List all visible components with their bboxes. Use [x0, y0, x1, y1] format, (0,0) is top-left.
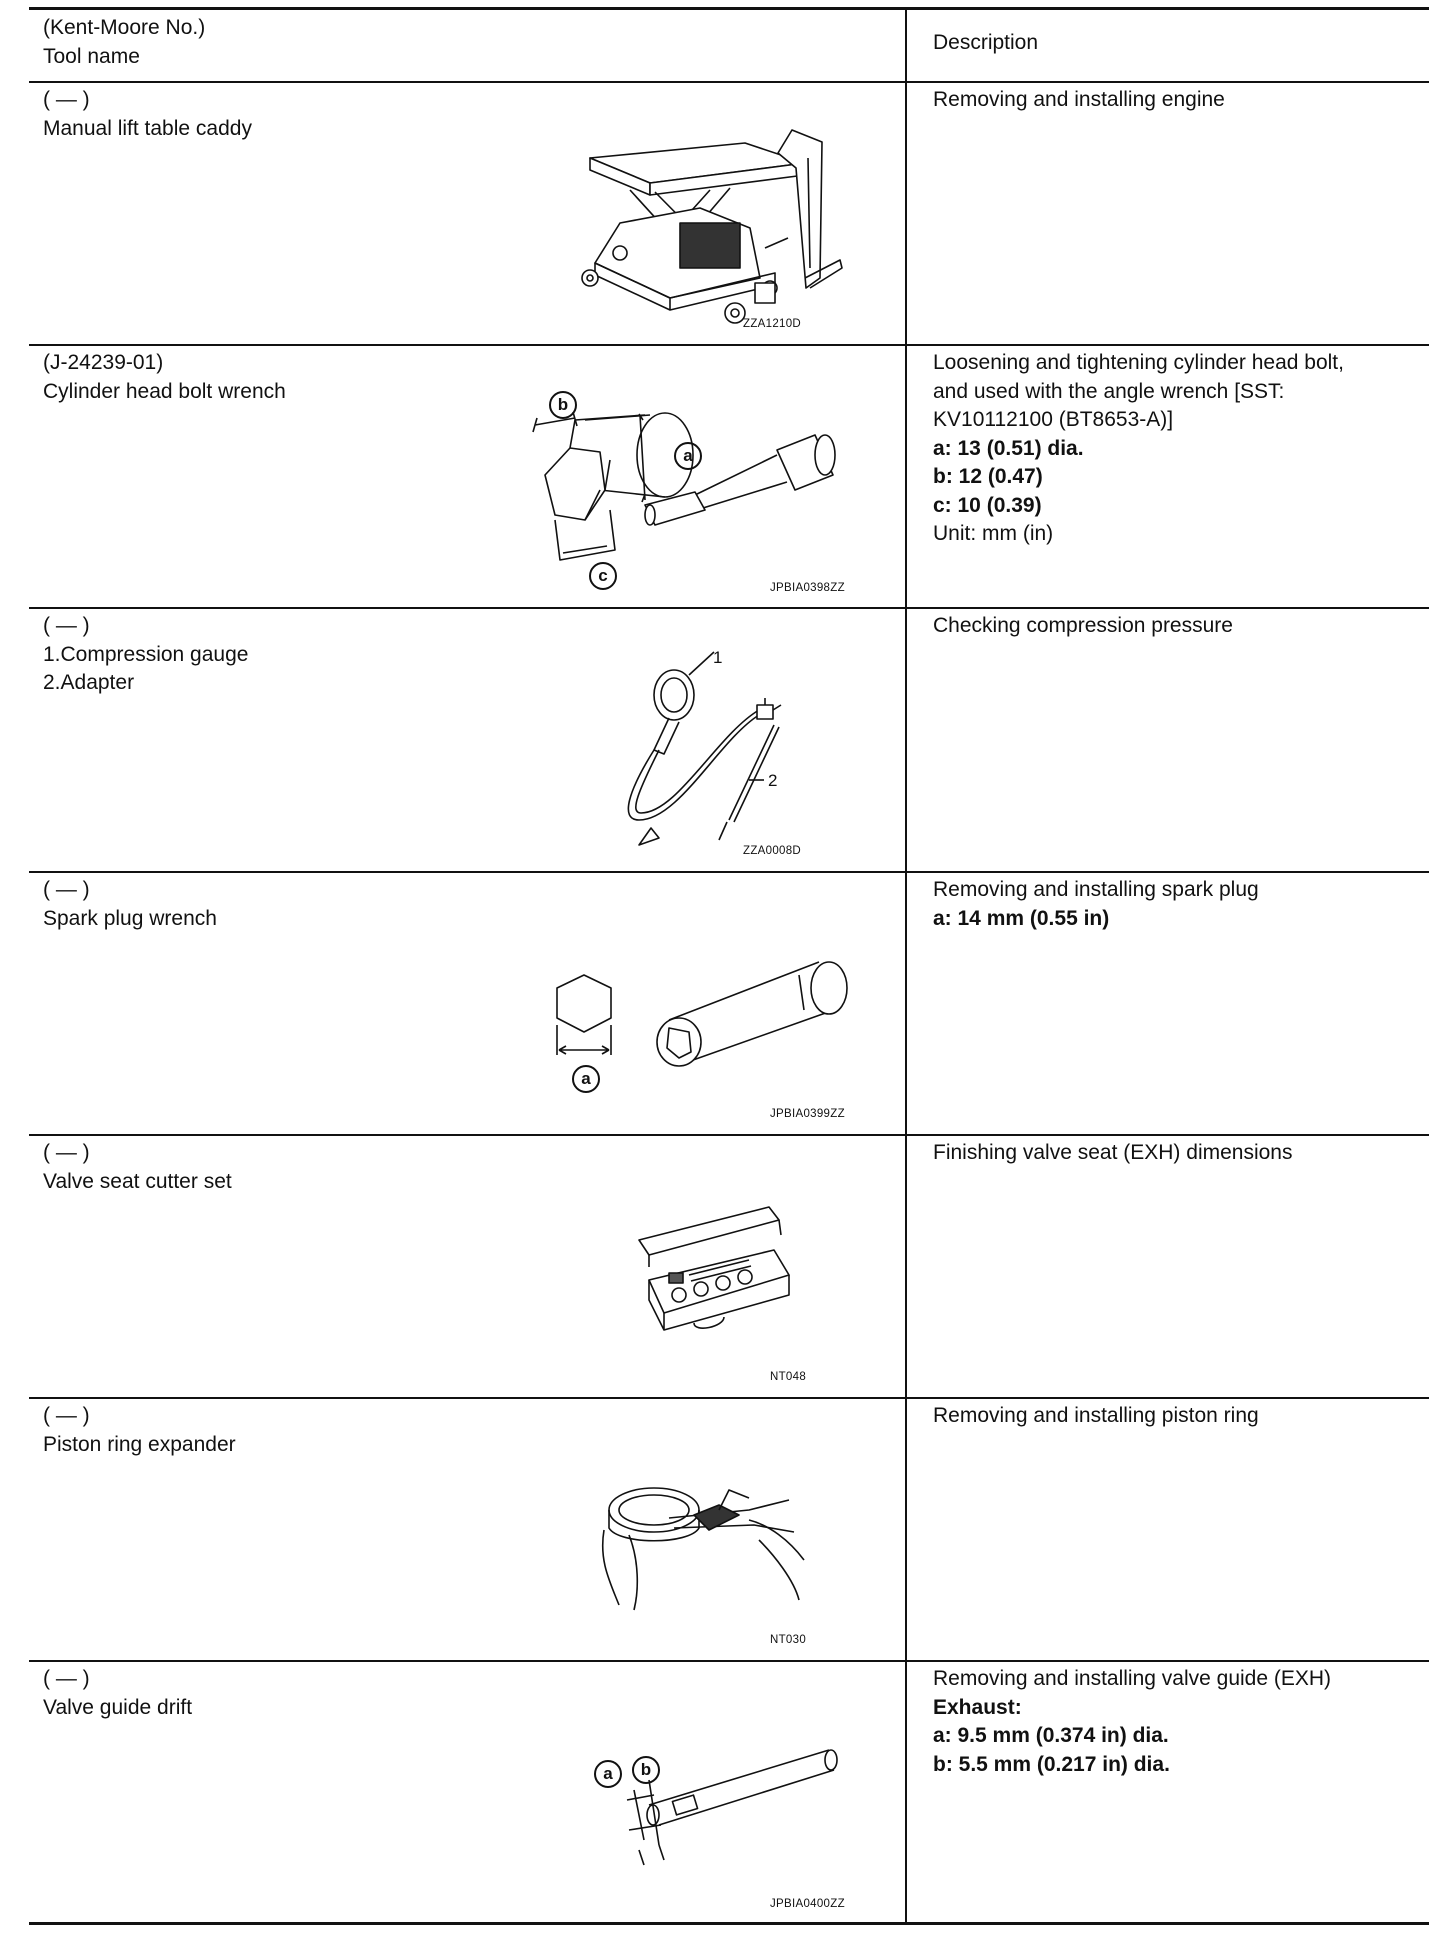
tool-table [29, 0, 1429, 1934]
lift-table-caddy-illustration [560, 128, 850, 338]
unit-note: Unit: mm (in) [933, 522, 1054, 545]
tool-name: Valve seat cutter set [43, 1169, 232, 1193]
tool-name: Piston ring expander [43, 1432, 236, 1456]
figure-code: NT048 [770, 1371, 807, 1383]
row-6-description: Removing and installing piston ring [933, 1404, 1259, 1427]
spec-line: b: 12 (0.47) [933, 465, 1043, 488]
tool-number: ( — ) [43, 878, 90, 901]
callout-1: 1 [713, 648, 723, 667]
row-6-tool [43, 1402, 883, 1459]
row-5-tool [43, 1139, 883, 1196]
row-4-description: Removing and installing spark plug a: 14 mm (0.55 in) [933, 876, 1423, 933]
valve-seat-cutter-set-illustration [629, 1205, 799, 1350]
tool-number: ( — ) [43, 614, 90, 637]
callout-2: 2 [768, 771, 778, 790]
figure-code: ZZA1210D [743, 318, 802, 330]
tool-name: Manual lift table caddy [43, 116, 252, 140]
callout-a: a [594, 1760, 622, 1788]
row-divider [29, 1660, 1429, 1662]
row-7-description: Removing and installing valve guide (EXH) Exhaust: a: 9.5 mm (0.374 in) dia. b: 5.5 mm (0.217 in) dia. [933, 1665, 1423, 1779]
spec-line: a: 14 mm (0.55 in) [933, 906, 1110, 930]
column-divider [905, 8, 907, 1923]
figure-code: JPBIA0400ZZ [770, 1898, 845, 1910]
figure-code: ZZA0008D [743, 845, 802, 857]
table-bottom-rule [29, 1922, 1429, 1925]
row-2-description: Loosening and tightening cylinder head bolt, and used with the angle wrench [SST: KV10112100 (BT8653-A)] a: 13 (0.51) dia. b: 12 (0.47) c: 10 (0.39) Unit: mm (in) [933, 349, 1423, 549]
spec-line: c: 10 (0.39) [933, 493, 1042, 517]
tool-number: ( — ) [43, 1404, 90, 1427]
tool-number: ( — ) [43, 88, 90, 111]
figure-code: JPBIA0399ZZ [770, 1108, 845, 1120]
row-divider [29, 871, 1429, 873]
spec-line: Exhaust: [933, 1695, 1022, 1719]
row-divider [29, 344, 1429, 346]
header-kent-moore: (Kent-Moore No.) [43, 16, 206, 39]
tool-number: ( — ) [43, 1141, 90, 1164]
header-rule [29, 81, 1429, 83]
tool-name: Spark plug wrench [43, 906, 217, 930]
tool-number: (J-24239-01) [43, 351, 164, 374]
tool-name: 1.Compression gauge [43, 642, 249, 666]
callout-c: c [589, 562, 617, 590]
tool-name: 2.Adapter [43, 671, 135, 694]
row-7-tool [43, 1665, 883, 1722]
figure-code: NT030 [770, 1634, 807, 1646]
tool-name: Valve guide drift [43, 1695, 193, 1719]
figure-code: JPBIA0398ZZ [770, 582, 845, 594]
spec-line: a: 9.5 mm (0.374 in) dia. [933, 1724, 1169, 1747]
callout-b: b [632, 1756, 660, 1784]
callout-b: b [549, 391, 577, 419]
piston-ring-expander-illustration [599, 1470, 809, 1620]
table-top-rule [29, 7, 1429, 10]
header-tool-name: Tool name [43, 44, 140, 68]
tool-name: Cylinder head bolt wrench [43, 379, 286, 403]
compression-gauge-illustration [609, 650, 799, 850]
header-description: Description [933, 31, 1039, 54]
row-divider [29, 1134, 1429, 1136]
row-4-tool [43, 876, 883, 933]
tool-number: ( — ) [43, 1667, 90, 1690]
spec-line: b: 5.5 mm (0.217 in) dia. [933, 1752, 1170, 1776]
row-1-description: Removing and installing engine [933, 88, 1225, 111]
row-3-description: Checking compression pressure [933, 614, 1233, 637]
row-divider [29, 1397, 1429, 1399]
spec-line: a: 13 (0.51) dia. [933, 436, 1084, 460]
row-divider [29, 607, 1429, 609]
callout-a: a [572, 1065, 600, 1093]
row-5-description: Finishing valve seat (EXH) dimensions [933, 1141, 1293, 1164]
callout-a: a [674, 442, 702, 470]
header-tool-cell [43, 14, 883, 71]
